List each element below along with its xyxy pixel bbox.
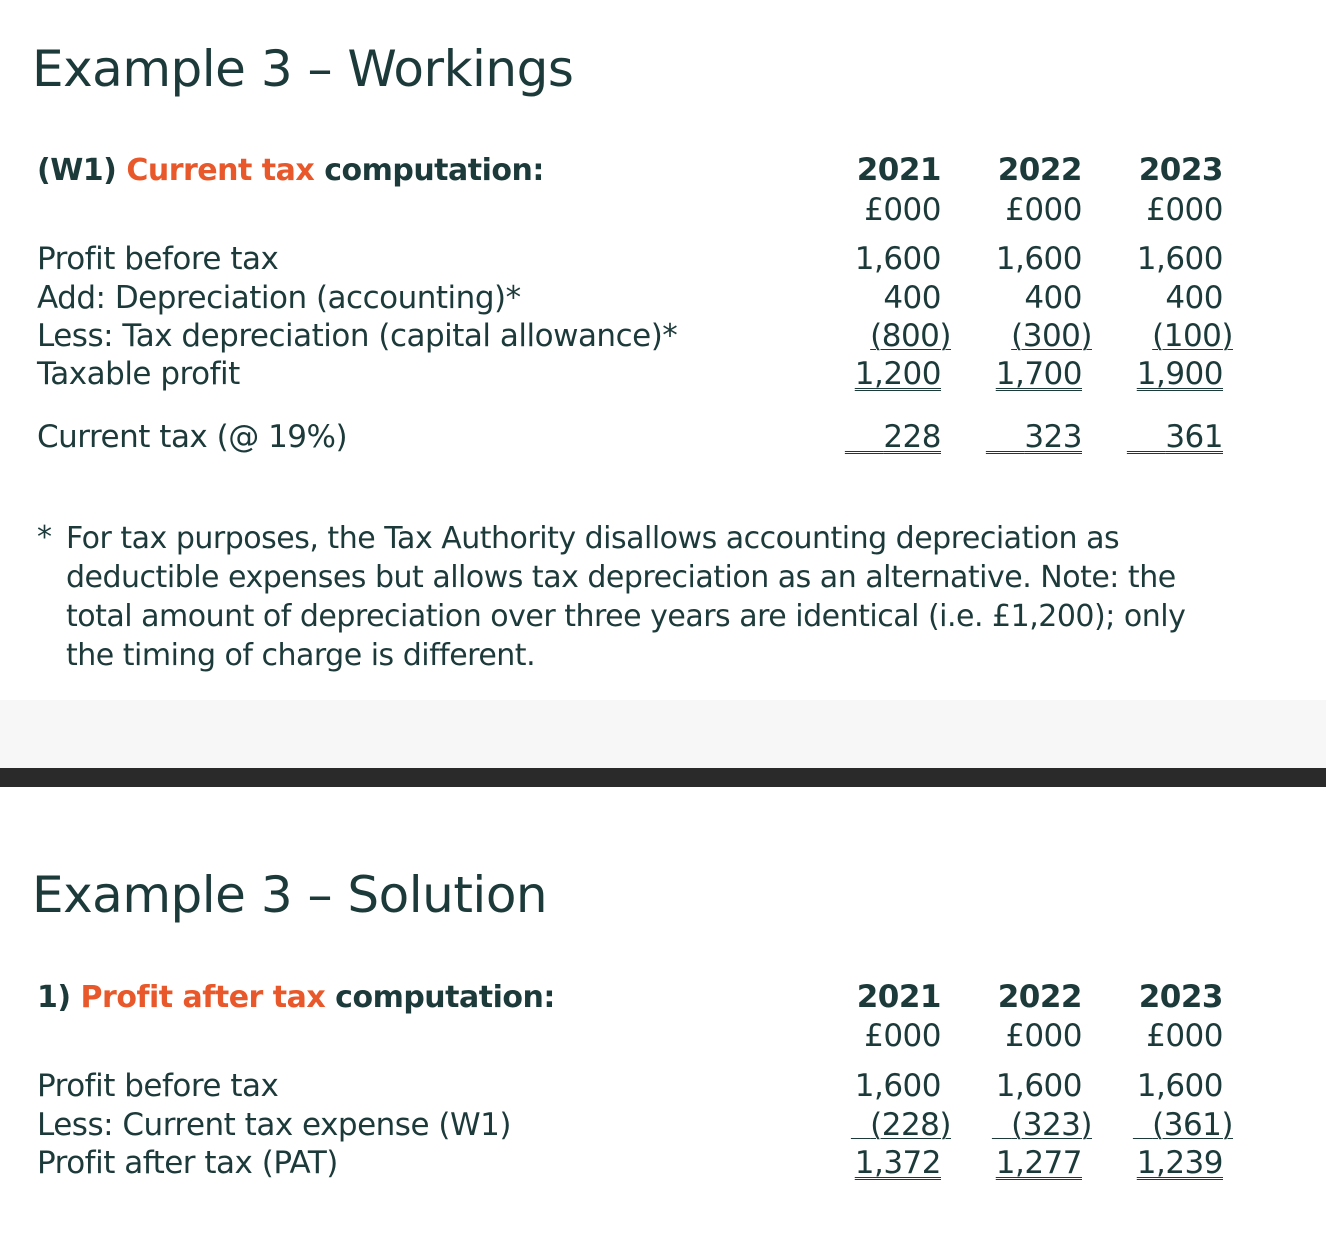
cell-value — [962, 1107, 1092, 1143]
cell-value: 1,600 — [995, 1068, 1082, 1104]
row-label-current-tax: Current tax (@ 19%) — [37, 419, 348, 455]
unit-header: £000 — [1005, 192, 1082, 228]
year-header-2022: 2022 — [997, 979, 1082, 1015]
slide-bottom-shade — [0, 700, 1326, 768]
cell-value-text: (300) — [1011, 318, 1092, 354]
cell-value — [821, 318, 951, 354]
cell-value: 1,600 — [1136, 1068, 1223, 1104]
year-header-2021: 2021 — [856, 152, 941, 188]
cell-value-text: 361 — [1165, 419, 1223, 455]
cell-value — [1093, 419, 1223, 455]
solution-title: Example 3 – Solution — [32, 866, 548, 924]
slide-divider — [0, 768, 1326, 787]
cell-value-text: (361) — [1152, 1107, 1233, 1143]
workings-heading — [37, 153, 544, 188]
row-label-add-depreciation: Add: Depreciation (accounting)* — [37, 280, 521, 316]
cell-value: 400 — [1024, 280, 1082, 316]
year-header-2021: 2021 — [856, 979, 941, 1015]
unit-header: £000 — [1005, 1018, 1082, 1054]
cell-value-text: 1,900 — [1136, 356, 1223, 392]
cell-value-text: 1,372 — [854, 1145, 941, 1181]
footnote-line: deductible expenses but allows tax depreciation as an alternative. Note: the — [66, 560, 1176, 595]
cell-value — [952, 356, 1082, 392]
cell-value-text: (323) — [1011, 1107, 1092, 1143]
unit-header: £000 — [864, 192, 941, 228]
heading-suffix: computation: — [324, 153, 544, 188]
cell-value — [1093, 356, 1223, 392]
solution-slide — [0, 787, 1326, 1248]
unit-header: £000 — [864, 1018, 941, 1054]
unit-header: £000 — [1146, 1018, 1223, 1054]
cell-value-text: 1,700 — [995, 356, 1082, 392]
unit-header: £000 — [1146, 192, 1223, 228]
cell-value-text: 228 — [883, 419, 941, 455]
cell-value: 1,600 — [1136, 241, 1223, 277]
cell-value — [811, 356, 941, 392]
footnote-line: the timing of charge is different. — [66, 638, 536, 673]
cell-value — [811, 1145, 941, 1181]
heading-prefix: (W1) — [37, 153, 117, 188]
footnote-line: For tax purposes, the Tax Authority disallows accounting depreciation as — [66, 521, 1120, 556]
row-label-less-current-tax: Less: Current tax expense (W1) — [37, 1107, 511, 1143]
cell-value — [811, 419, 941, 455]
footnote — [66, 519, 1185, 675]
row-label-taxable-profit: Taxable profit — [37, 356, 240, 392]
cell-value — [1093, 1145, 1223, 1181]
cell-value: 1,600 — [854, 241, 941, 277]
cell-value — [952, 1145, 1082, 1181]
heading-accent: Profit after tax — [80, 980, 326, 1015]
footnote-line: total amount of depreciation over three years are identical (i.e. £1,200); only — [66, 599, 1186, 634]
workings-title: Example 3 – Workings — [32, 40, 574, 98]
year-header-2023: 2023 — [1138, 979, 1223, 1015]
row-label-profit-after-tax: Profit after tax (PAT) — [37, 1145, 338, 1181]
year-header-2023: 2023 — [1138, 152, 1223, 188]
cell-value: 1,600 — [995, 241, 1082, 277]
cell-value-text: 323 — [1024, 419, 1082, 455]
cell-value-text: (100) — [1152, 318, 1233, 354]
footnote-star: * — [37, 520, 52, 555]
cell-value: 400 — [1165, 280, 1223, 316]
row-label-profit-before-tax: Profit before tax — [37, 1068, 279, 1104]
solution-heading — [37, 980, 555, 1015]
year-header-2022: 2022 — [997, 152, 1082, 188]
cell-value — [1103, 318, 1233, 354]
row-label-profit-before-tax: Profit before tax — [37, 241, 279, 277]
row-label-less-tax-depreciation: Less: Tax depreciation (capital allowance)* — [37, 318, 678, 354]
cell-value-text: 1,200 — [854, 356, 941, 392]
cell-value-text: 1,239 — [1136, 1145, 1223, 1181]
cell-value-text: (228) — [870, 1107, 951, 1143]
heading-suffix: computation: — [335, 980, 555, 1015]
cell-value-text: (800) — [870, 318, 951, 354]
cell-value — [1103, 1107, 1233, 1143]
cell-value — [962, 318, 1092, 354]
cell-value-text: 1,277 — [995, 1145, 1082, 1181]
heading-prefix: 1) — [37, 980, 71, 1015]
cell-value: 400 — [883, 280, 941, 316]
cell-value — [821, 1107, 951, 1143]
cell-value: 1,600 — [854, 1068, 941, 1104]
cell-value — [952, 419, 1082, 455]
heading-accent: Current tax — [126, 153, 315, 188]
